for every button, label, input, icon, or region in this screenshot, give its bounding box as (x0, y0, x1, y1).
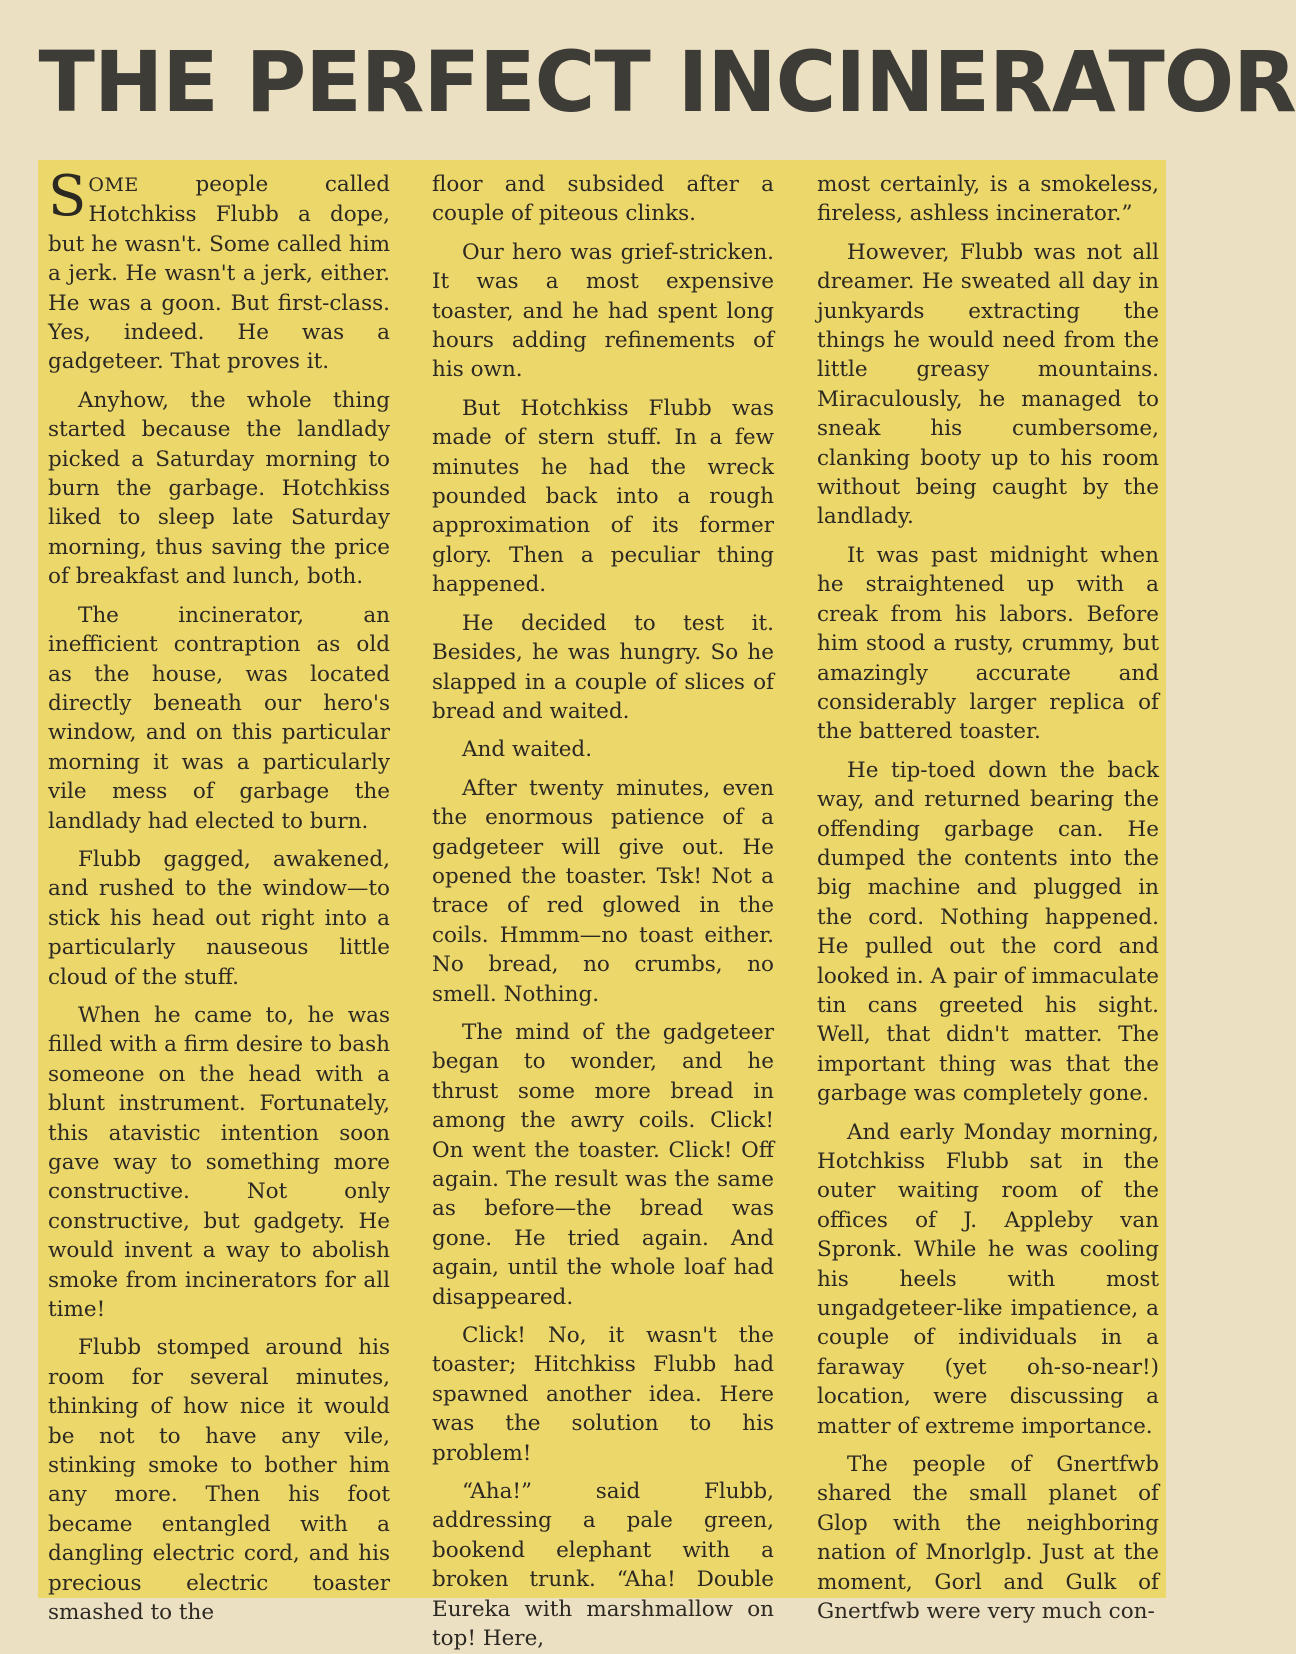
paragraph: He tip-toed down the back way, and returned bearing the offending garbage can. He dumped the contents into the big machine and plugged in the cord. Nothing happened. He pulled out the cord and looked in. A pair of immaculate tin cans greeted his sight. Well, that didn't matter. The important thing was that the garbage was completely gone. (817, 757, 1159, 1107)
paragraph: The incinerator, an inefficient contraption as old as the house, was located directly beneath our hero's window, and on this particular morning it was a particularly vile mess of garbage the landlady had elected to burn. (48, 602, 390, 834)
opening-word-rest: OME (88, 174, 139, 196)
paragraph: After twenty minutes, even the enormous patience of a gadgeteer will give out. He opened the toaster. Tsk! Not a trace of red glowed in the coils. Hmmm—no toast either. No bread, no crumbs, no smell. Nothing. (432, 775, 774, 1007)
story-title: THE PERFECT INCINERATOR (38, 33, 1296, 131)
paragraph: Our hero was grief-stricken. It was a most expensive toaster, and he had spent long hours adding refinements of his own. (432, 239, 774, 383)
text-column-3 (817, 170, 1159, 1625)
paragraph: Flubb gagged, awakened, and rushed to the window—to stick his head out right into a particularly nauseous little cloud of the stuff. (48, 846, 390, 990)
drop-cap: S (48, 164, 87, 229)
paragraph: And waited. (462, 737, 593, 763)
paragraph (48, 164, 390, 377)
paragraph: The mind of the gadgeteer began to wonder, and he thrust some more bread in among the awry coils. Click! On went the toaster. Click! Off again. The result was the same as before—the bread was gone. He tried again. And again, until the whole loaf had disappeared. (432, 1019, 774, 1310)
paragraph: It was past midnight when he straightened up with a creak from his labors. Before him stood a rusty, crummy, but amazingly accurate and considerably larger replica of the battered toaster. (817, 542, 1159, 745)
text-column-1 (48, 164, 390, 1626)
text-column-2 (432, 170, 774, 1652)
paragraph: Click! No, it wasn't the toaster; Hitchkiss Flubb had spawned another idea. Here was the solution to his problem! (432, 1323, 774, 1466)
paragraph: And early Monday morning, Hotchkiss Flubb sat in the outer waiting room of the offices of J. Appleby van Spronk. While he was cooling his heels with most ungadgeteer-like impatience, a couple of individuals in a faraway (yet oh-so-near!) location, were discussing a matter of extreme importance. (817, 1119, 1159, 1439)
paragraph: floor and subsided after a couple of piteous clinks. (432, 172, 774, 227)
paragraph: Anyhow, the whole thing started because the landlady picked a Saturday morning to burn the garbage. Hotchkiss liked to sleep late Saturday morning, thus saving the price of breakfast and lunch, both. (48, 387, 390, 590)
paragraph: Flubb stomped around his room for several minutes, thinking of how nice it would be not to have any vile, stinking smoke to bother him any more. Then his foot became entangled with a dangling electric cord, and his precious electric toaster smashed to the (48, 1335, 390, 1626)
paragraph: most certainly, is a smokeless, fireless, ashless incinerator.” (817, 172, 1159, 227)
paragraph: “Aha!” said Flubb, addressing a pale green, bookend elephant with a broken trunk. “Aha! Double Eureka with marshmallow on top! Here, (432, 1479, 774, 1652)
paragraph: When he came to, he was filled with a firm desire to bash someone on the head with a blunt instrument. Fortunately, this atavistic intention soon gave way to something more constructive. Not only constructive, but gadgety. He would invent a way to abolish smoke from incinerators for all time! (48, 1002, 390, 1323)
paragraph: But Hotchkiss Flubb was made of stern stuff. In a few minutes he had the wreck pounded back into a rough approximation of its former glory. Then a peculiar thing happened. (432, 395, 774, 598)
paragraph: He decided to test it. Besides, he was hungry. So he slapped in a couple of slices of bread and waited. (432, 610, 774, 724)
paragraph: However, Flubb was not all dreamer. He sweated all day in junkyards extracting the things he would need from the little greasy mountains. Miraculously, he managed to sneak his cumbersome, clanking booty up to his room without being caught by the landlady. (817, 239, 1159, 530)
paragraph-text: people called Hotchkiss Flubb a dope, but he wasn't. Some called him a jerk. He wasn't a jerk, either. He was a goon. But first-class. Yes, indeed. He was a gadgeteer. That proves it. (48, 172, 390, 375)
paragraph: The people of Gnertfwb shared the small planet of Glop with the neighboring nation of Mnorlglp. Just at the moment, Gorl and Gulk of Gnertfwb were very much con- (817, 1452, 1159, 1625)
